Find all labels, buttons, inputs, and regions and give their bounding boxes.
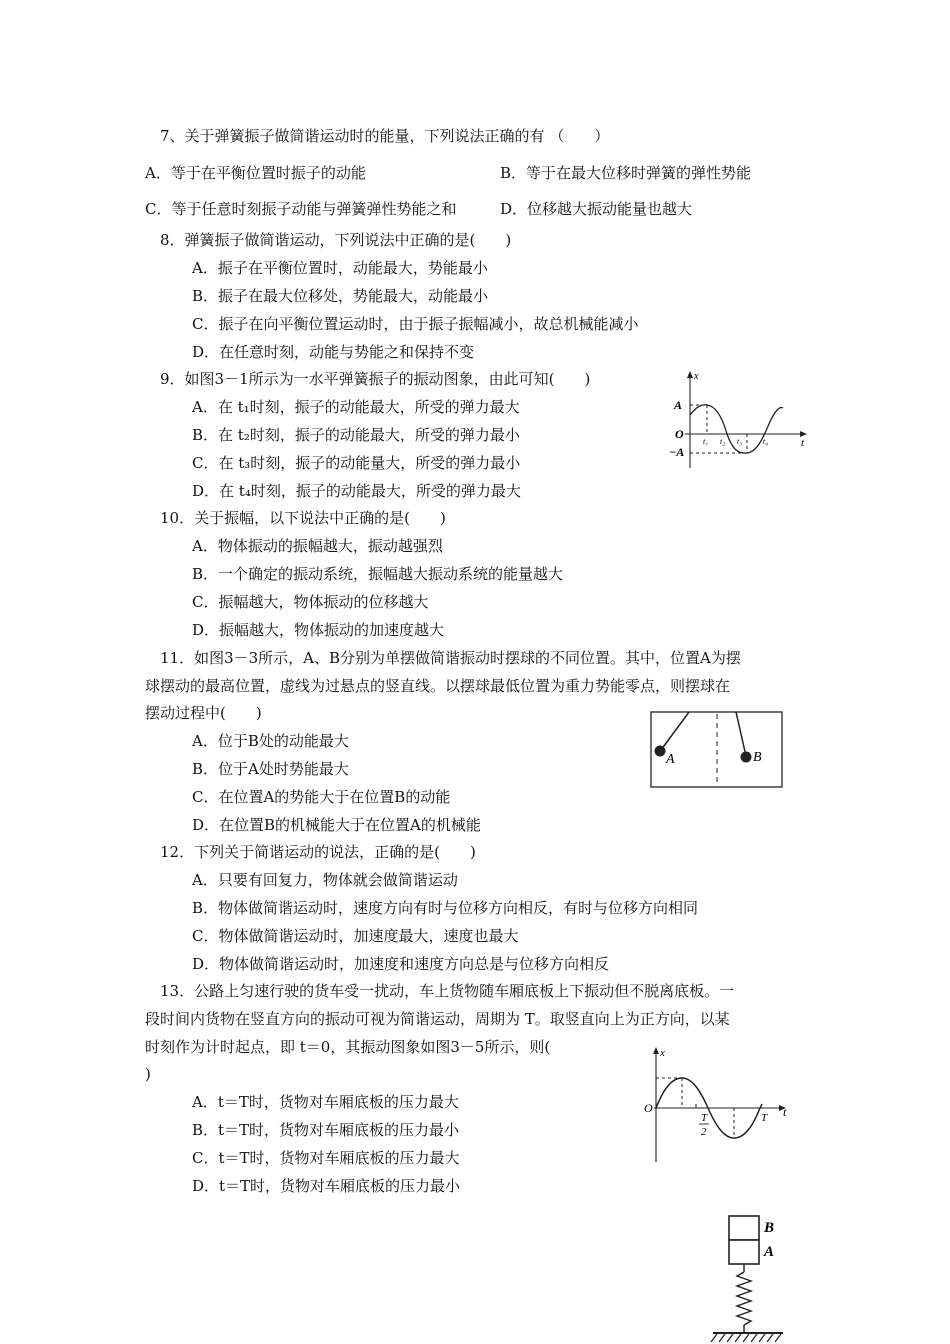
q13-origin-label: O: [644, 1101, 653, 1115]
q13-vibration-graph: [640, 1042, 800, 1164]
q9-neg-amp-label: −A: [669, 445, 685, 459]
pendulum-bob-a: [655, 746, 666, 757]
q13-stem-line2: 段时间内货物在竖直方向的振动可视为简谐运动，周期为 T。取竖直向上为正方向，以某: [145, 1010, 730, 1028]
q7-option-d: D．位移越大振动能量也越大: [500, 200, 693, 218]
pendulum-bob-b: [741, 752, 752, 763]
q9-option-b: B．在 t₂时刻，振子的动能最大，所受的弹力最小: [192, 426, 520, 444]
q9-t4-label: t₄: [763, 437, 769, 446]
block-a: [729, 1240, 759, 1264]
q9-t1-label: t₁: [703, 437, 709, 446]
q8-option-d: D．在任意时刻，动能与势能之和保持不变: [192, 343, 475, 361]
pendulum-label-b: B: [753, 750, 762, 765]
q9-stem: 9．如图3－1所示为一水平弹簧振子的振动图象，由此可知( ): [160, 370, 591, 388]
q7-option-c: C．等于任意时刻振子动能与弹簧弹性势能之和: [145, 200, 457, 218]
q9-origin-label: O: [675, 427, 684, 441]
q9-option-c: C．在 t₃时刻，振子的动能量大，所受的弹力最小: [192, 454, 521, 472]
q12-option-b: B．物体做简谐运动时，速度方向有时与位移方向相反，有时与位移方向相同: [192, 899, 699, 917]
q13-half-period-denominator: 2: [701, 1126, 707, 1138]
q7-option-a: A．等于在平衡位置时振子的动能: [145, 164, 366, 182]
q13-option-c: C．t＝T时，货物对车厢底板的压力最大: [192, 1149, 460, 1167]
q13-stem-line4: ): [145, 1065, 151, 1083]
q9-option-d: D．在 t₄时刻，振子的动能最大，所受的弹力最大: [192, 482, 521, 500]
q10-option-d: D．振幅越大，物体振动的加速度越大: [192, 621, 445, 639]
q11-stem-line2: 球摆动的最高位置，虚线为过悬点的竖直线。以摆球最低位置为重力势能零点，则摆球在: [145, 677, 731, 695]
q9-t-axis-label: t: [801, 437, 805, 449]
q10-stem: 10．关于振幅，以下说法中正确的是( ): [160, 509, 446, 527]
q9-amp-label: A: [674, 398, 683, 412]
q13-t-axis-label: t: [783, 1105, 787, 1119]
q8-option-b: B．振子在最大位移处，势能最大，动能最小: [192, 287, 489, 305]
q13-stem-line1: 13．公路上匀速行驶的货车受一扰动，车上货物随车厢底板上下振动但不脱离底板。一: [160, 982, 735, 1000]
q12-option-d: D．物体做简谐运动时，加速度和速度方向总是与位移方向相反: [192, 955, 610, 973]
q13-option-b: B．t＝T时，货物对车厢底板的压力最小: [192, 1121, 460, 1139]
q7-stem: 7、关于弹簧振子做简谐运动时的能量，下列说法正确的有 （ ）: [160, 127, 610, 145]
q11-option-b: B．位于A处时势能最大: [192, 760, 349, 778]
q9-option-a: A．在 t₁时刻，振子的动能最大，所受的弹力最大: [192, 398, 520, 416]
q10-option-c: C．振幅越大，物体振动的位移越大: [192, 593, 429, 611]
q11-option-a: A．位于B处的动能最大: [192, 732, 349, 750]
q10-option-b: B．一个确定的振动系统，振幅越大振动系统的能量越大: [192, 565, 564, 583]
q9-vibration-graph: [665, 368, 815, 473]
q9-t2-label: t₂: [720, 437, 726, 446]
q12-stem: 12．下列关于简谐运动的说法，正确的是( ): [160, 843, 476, 861]
spring-coil: [737, 1272, 751, 1325]
block-b-label: B: [764, 1220, 775, 1236]
q8-stem: 8．弹簧振子做简谐运动，下列说法中正确的是( ): [160, 231, 512, 249]
q13-option-d: D．t＝T时，货物对车厢底板的压力最小: [192, 1177, 461, 1195]
q12-option-c: C．物体做简谐运动时，加速度最大，速度也最大: [192, 927, 519, 945]
ground-hatching: [711, 1334, 781, 1342]
q13-option-a: A．t＝T时，货物对车厢底板的压力最大: [192, 1093, 459, 1111]
q13-x-axis-label: x: [660, 1047, 665, 1059]
block-b: [729, 1216, 759, 1240]
q9-x-axis-label: x: [694, 371, 699, 382]
q13-stem-line3: 时刻作为计时起点，即 t＝0，其振动图象如图3－5所示，则(: [145, 1038, 551, 1056]
q11-stem-line3: 摆动过程中( ): [145, 704, 262, 722]
q8-option-c: C．振子在向平衡位置运动时，由于振子振幅减小，故总机械能减小: [192, 315, 639, 333]
block-a-label: A: [764, 1244, 775, 1260]
q8-option-a: A．振子在平衡位置时，动能最大，势能最小: [192, 259, 488, 277]
q11-option-d: D．在位置B的机械能大于在位置A的机械能: [192, 816, 481, 834]
q13-period-label: T: [761, 1112, 768, 1124]
pendulum-label-a: A: [666, 752, 675, 767]
q13-half-period-numerator: T: [701, 1112, 708, 1124]
q11-stem-line1: 11．如图3－3所示，A、B分别为单摆做简谐振动时摆球的不同位置。其中，位置A为摆: [160, 649, 741, 667]
q9-t3-label: t₃: [737, 437, 743, 446]
spring-block-figure: [705, 1210, 800, 1344]
q10-option-a: A．物体振动的振幅越大，振动越强烈: [192, 537, 443, 555]
q12-option-a: A．只要有回复力，物体就会做简谐运动: [192, 871, 458, 889]
pendulum-figure: [650, 711, 784, 789]
q11-option-c: C．在位置A的势能大于在位置B的动能: [192, 788, 451, 806]
q7-option-b: B．等于在最大位移时弹簧的弹性势能: [500, 164, 752, 182]
